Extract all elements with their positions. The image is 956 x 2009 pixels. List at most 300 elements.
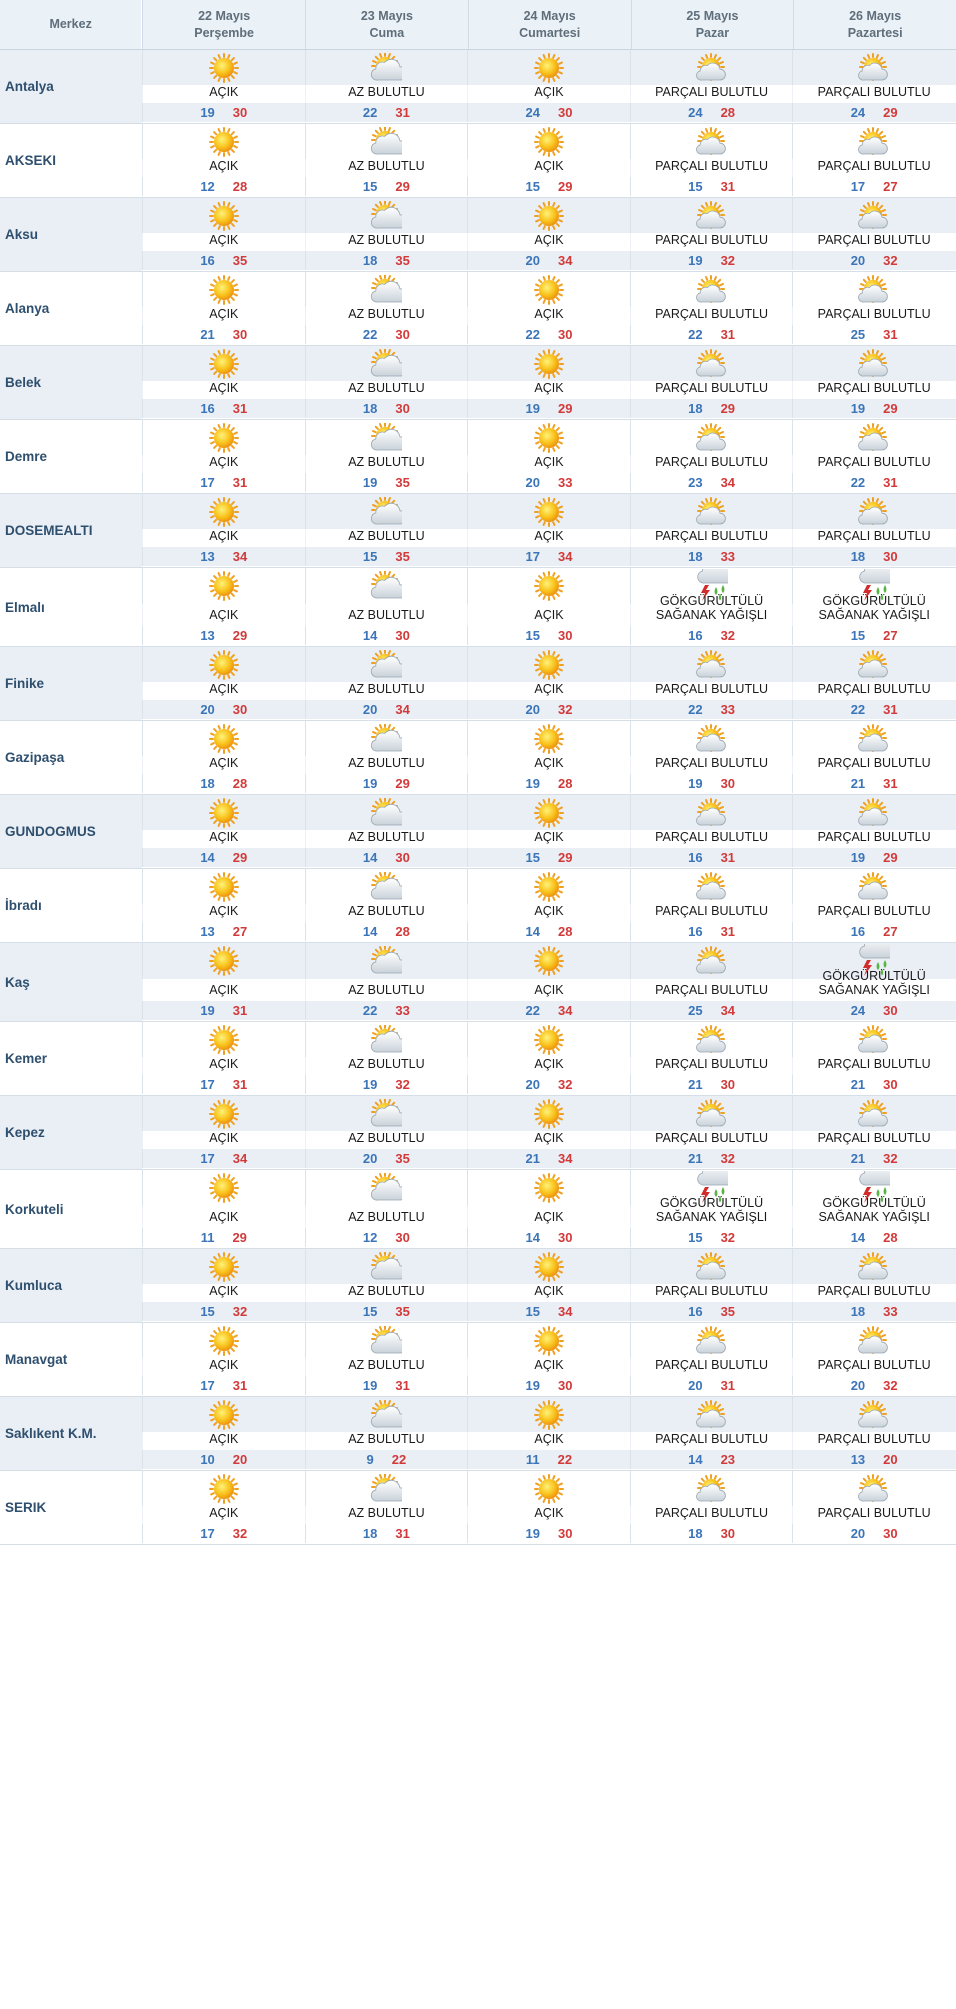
temperature-band <box>142 700 956 719</box>
sun-icon <box>142 1249 305 1284</box>
condition-line: GÖKGÜRÜLTÜLÜ <box>822 969 926 983</box>
condition-label <box>630 455 793 473</box>
max-temp: 29 <box>395 179 410 194</box>
condition-label <box>792 455 955 473</box>
city-row <box>0 1471 956 1545</box>
condition-text: AÇIK <box>209 756 239 770</box>
temperature-pair <box>305 473 468 492</box>
min-temp: 14 <box>525 1230 540 1245</box>
icon-band <box>142 721 956 756</box>
day-forecasts <box>142 124 956 197</box>
icon-band <box>142 1022 956 1057</box>
condition-label <box>142 1057 305 1075</box>
min-temp: 13 <box>200 628 215 643</box>
sun-cloud-icon <box>305 869 468 904</box>
condition-text: AZ BULUTLU <box>348 159 425 173</box>
min-temp: 17 <box>200 1151 215 1166</box>
min-temp: 22 <box>688 702 703 717</box>
min-temp: 19 <box>525 1526 540 1541</box>
icon-band <box>142 272 956 307</box>
icon-band <box>142 198 956 233</box>
sun-icon <box>142 420 305 455</box>
min-temp: 20 <box>200 702 215 717</box>
min-temp: 23 <box>688 475 703 490</box>
max-temp: 29 <box>557 401 573 416</box>
condition-label <box>630 159 793 177</box>
condition-text: PARÇALI BULUTLU <box>817 1057 931 1071</box>
condition-label <box>792 1284 955 1302</box>
condition-label <box>305 1206 468 1228</box>
min-temp: 15 <box>362 549 378 564</box>
condition-text: PARÇALI BULUTLU <box>655 904 769 918</box>
temperature-pair <box>792 103 955 122</box>
city-row <box>0 795 956 869</box>
min-temp: 21 <box>200 327 215 342</box>
min-temp: 18 <box>200 776 215 791</box>
condition-label <box>630 1284 793 1302</box>
condition-label <box>467 233 630 251</box>
description-band <box>142 1284 956 1302</box>
city-name[interactable]: Kemer <box>5 1051 48 1066</box>
city-name[interactable]: Demre <box>5 449 48 464</box>
partly-cloudy-icon <box>792 1022 955 1057</box>
max-temp: 32 <box>232 1304 248 1319</box>
condition-label <box>792 904 955 922</box>
condition-text: AZ BULUTLU <box>348 1506 425 1520</box>
min-temp: 22 <box>850 475 866 490</box>
condition-text: AZ BULUTLU <box>348 1131 425 1145</box>
condition-label <box>142 529 305 547</box>
max-temp: 33 <box>883 1304 898 1319</box>
city-name[interactable]: GUNDOGMUS <box>0 795 142 868</box>
condition-line: SAĞANAK YAĞIŞLI <box>818 608 930 622</box>
condition-text: AÇIK <box>209 85 239 99</box>
condition-text: AÇIK <box>534 830 564 844</box>
temperature-pair <box>305 1001 468 1020</box>
city-name[interactable]: Korkuteli <box>5 1201 64 1217</box>
temperature-pair <box>792 473 955 492</box>
min-temp: 18 <box>850 549 866 564</box>
condition-text: AÇIK <box>209 233 239 247</box>
condition-label <box>467 1131 630 1149</box>
day-forecasts <box>142 1471 956 1544</box>
description-band <box>142 159 956 177</box>
temperature-pair <box>142 774 305 793</box>
min-temp: 18 <box>688 549 703 564</box>
temperature-pair <box>305 922 468 941</box>
city-name[interactable]: Saklıkent K.M. <box>0 1397 142 1470</box>
temperature-band <box>142 251 956 270</box>
condition-label <box>630 85 793 103</box>
condition-label <box>305 604 468 626</box>
min-temp: 21 <box>850 1151 866 1166</box>
temperature-pair <box>142 1149 305 1168</box>
temperature-pair <box>630 1001 793 1020</box>
city-name[interactable]: Manavgat <box>5 1352 68 1367</box>
min-temp: 18 <box>850 1304 866 1319</box>
city-name[interactable]: Finike <box>0 647 142 720</box>
condition-label <box>305 85 468 103</box>
max-temp: 34 <box>557 549 573 564</box>
temperature-pair <box>467 700 630 719</box>
day-forecasts <box>142 943 956 1021</box>
day-date: 23 Mayıs <box>360 8 413 23</box>
city-name[interactable]: SERIK <box>5 1500 47 1515</box>
max-temp: 29 <box>883 105 898 120</box>
max-temp: 29 <box>720 401 736 416</box>
condition-label <box>630 904 793 922</box>
condition-line: SAĞANAK YAĞIŞLI <box>655 1210 768 1224</box>
min-temp: 22 <box>525 327 540 342</box>
day-forecasts <box>142 1022 956 1095</box>
max-temp: 29 <box>395 776 410 791</box>
sun-cloud-icon <box>305 1022 468 1057</box>
icon-band <box>142 420 956 455</box>
city-row <box>0 1170 956 1249</box>
temperature-pair <box>142 177 305 196</box>
min-temp: 14 <box>850 1230 866 1245</box>
condition-label <box>792 830 955 848</box>
city-name[interactable]: Kaş <box>0 943 142 1021</box>
max-temp: 31 <box>883 702 898 717</box>
condition-label <box>630 594 793 626</box>
condition-text: PARÇALI BULUTLU <box>655 529 769 543</box>
temperature-pair <box>792 626 955 645</box>
min-temp: 21 <box>688 1077 703 1092</box>
condition-text: AÇIK <box>209 1057 239 1071</box>
description-band <box>142 1057 956 1075</box>
sun-icon <box>142 272 305 307</box>
description-band <box>142 969 956 1001</box>
condition-label <box>630 1196 793 1228</box>
min-temp: 19 <box>362 1077 378 1092</box>
sun-icon <box>467 1323 630 1358</box>
sun-icon <box>467 1096 630 1131</box>
max-temp: 32 <box>395 1077 410 1092</box>
max-temp: 32 <box>883 253 898 268</box>
condition-label <box>142 682 305 700</box>
partly-cloudy-icon <box>792 795 955 830</box>
sun-icon <box>467 943 630 979</box>
condition-label <box>792 307 955 325</box>
min-temp: 20 <box>850 1526 866 1541</box>
partly-cloudy-icon <box>792 420 955 455</box>
condition-label <box>142 1506 305 1524</box>
max-temp: 32 <box>720 1230 736 1245</box>
condition-label <box>142 1284 305 1302</box>
partly-cloudy-icon <box>630 1096 793 1131</box>
sun-icon <box>142 869 305 904</box>
temperature-pair <box>305 848 468 867</box>
condition-label <box>792 682 955 700</box>
condition-label <box>467 1358 630 1376</box>
sun-cloud-icon <box>305 124 468 159</box>
min-temp: 18 <box>362 253 378 268</box>
temperature-pair <box>305 325 468 344</box>
temperature-pair <box>792 177 955 196</box>
min-temp: 24 <box>688 105 703 120</box>
min-temp: 19 <box>200 1003 215 1018</box>
day-forecasts <box>142 1096 956 1169</box>
temperature-pair <box>305 547 468 566</box>
temperature-pair <box>792 1450 955 1469</box>
partly-cloudy-icon <box>630 50 793 85</box>
city-name[interactable]: Gazipaşa <box>5 750 65 765</box>
sun-icon <box>142 198 305 233</box>
min-temp: 21 <box>688 1151 703 1166</box>
condition-text: AZ BULUTLU <box>348 85 425 99</box>
partly-cloudy-icon <box>630 943 793 979</box>
max-temp: 34 <box>395 702 410 717</box>
sun-cloud-icon <box>305 198 468 233</box>
temperature-band <box>142 1376 956 1395</box>
city-name[interactable]: Kumluca <box>0 1249 142 1322</box>
temperature-pair <box>142 848 305 867</box>
condition-text: PARÇALI BULUTLU <box>655 682 769 696</box>
partly-cloudy-icon <box>630 272 793 307</box>
temperature-pair <box>305 1376 468 1395</box>
condition-text: AÇIK <box>534 1432 564 1446</box>
temperature-pair <box>792 1149 955 1168</box>
temperature-pair <box>142 547 305 566</box>
temperature-pair <box>305 626 468 645</box>
min-temp: 21 <box>525 1151 540 1166</box>
max-temp: 34 <box>232 1151 248 1166</box>
min-temp: 19 <box>525 401 540 416</box>
partly-cloudy-icon <box>630 1323 793 1358</box>
condition-text: PARÇALI BULUTLU <box>817 1506 931 1520</box>
min-temp: 17 <box>200 1526 215 1541</box>
condition-text: AÇIK <box>534 904 564 918</box>
condition-label <box>792 159 955 177</box>
temperature-pair <box>630 774 793 793</box>
temperature-pair <box>467 1376 630 1395</box>
condition-text: AÇIK <box>534 1284 564 1298</box>
max-temp: 32 <box>883 1151 898 1166</box>
temperature-pair <box>630 700 793 719</box>
temperature-pair <box>467 103 630 122</box>
city-row <box>0 1249 956 1323</box>
temperature-pair <box>142 251 305 270</box>
condition-label <box>142 1206 305 1228</box>
condition-label <box>467 159 630 177</box>
condition-text: PARÇALI BULUTLU <box>655 1506 769 1520</box>
min-temp: 15 <box>200 1304 215 1319</box>
condition-label <box>630 682 793 700</box>
temperature-pair <box>467 774 630 793</box>
min-temp: 14 <box>362 924 378 939</box>
max-temp: 34 <box>557 1151 573 1166</box>
condition-label <box>305 1057 468 1075</box>
merkez-header <box>0 0 142 49</box>
temperature-pair <box>467 626 630 645</box>
min-temp: 11 <box>525 1452 540 1467</box>
icon-band <box>142 647 956 682</box>
max-temp: 28 <box>557 776 573 791</box>
max-temp: 33 <box>557 475 573 490</box>
city-row <box>0 50 956 124</box>
temperature-pair <box>467 251 630 270</box>
temperature-pair <box>630 325 793 344</box>
max-temp: 31 <box>232 1003 248 1018</box>
condition-label <box>305 233 468 251</box>
max-temp: 28 <box>232 776 248 791</box>
sun-cloud-icon <box>305 721 468 756</box>
temperature-pair <box>630 1228 793 1247</box>
sun-icon <box>142 1323 305 1358</box>
min-temp: 19 <box>688 253 703 268</box>
description-band <box>142 1358 956 1376</box>
min-temp: 15 <box>362 1304 378 1319</box>
city-name[interactable]: Kepez <box>0 1096 142 1169</box>
temperature-pair <box>792 1524 955 1543</box>
temperature-pair <box>630 1376 793 1395</box>
sun-icon <box>467 647 630 682</box>
sun-cloud-icon <box>305 50 468 85</box>
max-temp: 30 <box>232 702 248 717</box>
condition-label <box>305 381 468 399</box>
condition-label <box>630 1432 793 1450</box>
condition-text: AÇIK <box>534 381 564 395</box>
condition-label <box>467 904 630 922</box>
min-temp: 20 <box>362 702 378 717</box>
condition-text: PARÇALI BULUTLU <box>655 307 769 321</box>
icon-band <box>142 1397 956 1432</box>
min-temp: 15 <box>688 1230 703 1245</box>
max-temp: 32 <box>232 1526 248 1541</box>
min-temp: 16 <box>688 924 703 939</box>
description-band <box>142 381 956 399</box>
temperature-pair <box>630 1450 793 1469</box>
max-temp: 30 <box>395 401 410 416</box>
condition-label <box>142 756 305 774</box>
condition-label <box>792 1358 955 1376</box>
temperature-pair <box>142 1228 305 1247</box>
max-temp: 34 <box>557 253 573 268</box>
temperature-pair <box>792 774 955 793</box>
condition-text: PARÇALI BULUTLU <box>655 1284 769 1298</box>
sun-icon <box>142 568 305 604</box>
condition-label <box>630 381 793 399</box>
condition-label <box>142 904 305 922</box>
icon-band <box>142 1096 956 1131</box>
city-name[interactable]: İbradı <box>5 898 42 913</box>
condition-text: PARÇALI BULUTLU <box>817 307 931 321</box>
city-name[interactable]: Antalya <box>0 50 142 123</box>
temperature-pair <box>142 922 305 941</box>
condition-text: PARÇALI BULUTLU <box>817 1131 931 1145</box>
sun-icon <box>142 50 305 85</box>
max-temp: 32 <box>883 1378 898 1393</box>
condition-label <box>630 756 793 774</box>
temperature-pair <box>792 325 955 344</box>
min-temp: 20 <box>525 253 540 268</box>
partly-cloudy-icon <box>792 647 955 682</box>
sun-icon <box>467 1471 630 1506</box>
max-temp: 30 <box>232 327 248 342</box>
day-weekday: Cumartesi <box>519 25 581 40</box>
condition-label <box>467 529 630 547</box>
partly-cloudy-icon <box>630 795 793 830</box>
max-temp: 30 <box>883 1077 898 1092</box>
max-temp: 30 <box>883 549 898 564</box>
city-name[interactable]: Aksu <box>0 198 142 271</box>
condition-text: PARÇALI BULUTLU <box>817 159 931 173</box>
sun-icon <box>142 494 305 529</box>
condition-text: AZ BULUTLU <box>348 1057 425 1071</box>
temperature-pair <box>305 1302 468 1321</box>
city-name[interactable]: DOSEMEALTI <box>0 494 142 567</box>
condition-text: AÇIK <box>209 608 239 622</box>
day-date: 25 Mayıs <box>686 8 739 23</box>
sun-cloud-icon <box>305 272 468 307</box>
max-temp: 30 <box>395 628 410 643</box>
min-temp: 16 <box>688 1304 703 1319</box>
max-temp: 31 <box>232 401 248 416</box>
day-header <box>631 0 794 49</box>
max-temp: 27 <box>883 179 898 194</box>
temperature-band <box>142 1450 956 1469</box>
partly-cloudy-icon <box>792 50 955 85</box>
sun-icon <box>467 50 630 85</box>
partly-cloudy-icon <box>792 721 955 756</box>
condition-text: AÇIK <box>534 983 564 997</box>
city-name[interactable]: AKSEKI <box>5 153 57 168</box>
city-row <box>0 494 956 568</box>
description-band <box>142 830 956 848</box>
condition-label <box>142 1432 305 1450</box>
condition-text: PARÇALI BULUTLU <box>817 1284 931 1298</box>
condition-text: AÇIK <box>209 1506 239 1520</box>
day-date: 24 Mayıs <box>523 8 576 23</box>
city-row <box>0 1323 956 1397</box>
temperature-pair <box>792 251 955 270</box>
condition-text: PARÇALI BULUTLU <box>655 159 769 173</box>
temperature-pair <box>305 774 468 793</box>
condition-label <box>467 979 630 1001</box>
condition-text: AÇIK <box>209 904 239 918</box>
max-temp: 20 <box>883 1452 898 1467</box>
partly-cloudy-icon <box>630 869 793 904</box>
max-temp: 31 <box>720 924 736 939</box>
day-weekday: Cuma <box>369 25 405 40</box>
sun-icon <box>467 1022 630 1057</box>
min-temp: 15 <box>525 179 540 194</box>
min-temp: 22 <box>525 1003 540 1018</box>
icon-band <box>142 494 956 529</box>
description-band <box>142 1432 956 1450</box>
partly-cloudy-icon <box>630 198 793 233</box>
max-temp: 31 <box>720 850 736 865</box>
min-temp: 24 <box>850 105 866 120</box>
min-temp: 22 <box>688 327 703 342</box>
temperature-pair <box>305 1149 468 1168</box>
min-temp: 17 <box>850 179 866 194</box>
city-name[interactable]: Alanya <box>5 301 50 316</box>
min-temp: 19 <box>525 776 540 791</box>
city-name[interactable]: Belek <box>0 346 142 419</box>
min-temp: 25 <box>688 1003 703 1018</box>
sun-cloud-icon <box>305 647 468 682</box>
condition-text: AÇIK <box>534 1057 564 1071</box>
merkez-label: Merkez <box>49 17 92 31</box>
max-temp: 30 <box>720 776 736 791</box>
max-temp: 34 <box>557 1003 573 1018</box>
max-temp: 30 <box>395 1230 410 1245</box>
city-name[interactable]: Elmalı <box>5 599 45 615</box>
day-forecasts <box>142 721 956 794</box>
max-temp: 30 <box>883 1526 898 1541</box>
